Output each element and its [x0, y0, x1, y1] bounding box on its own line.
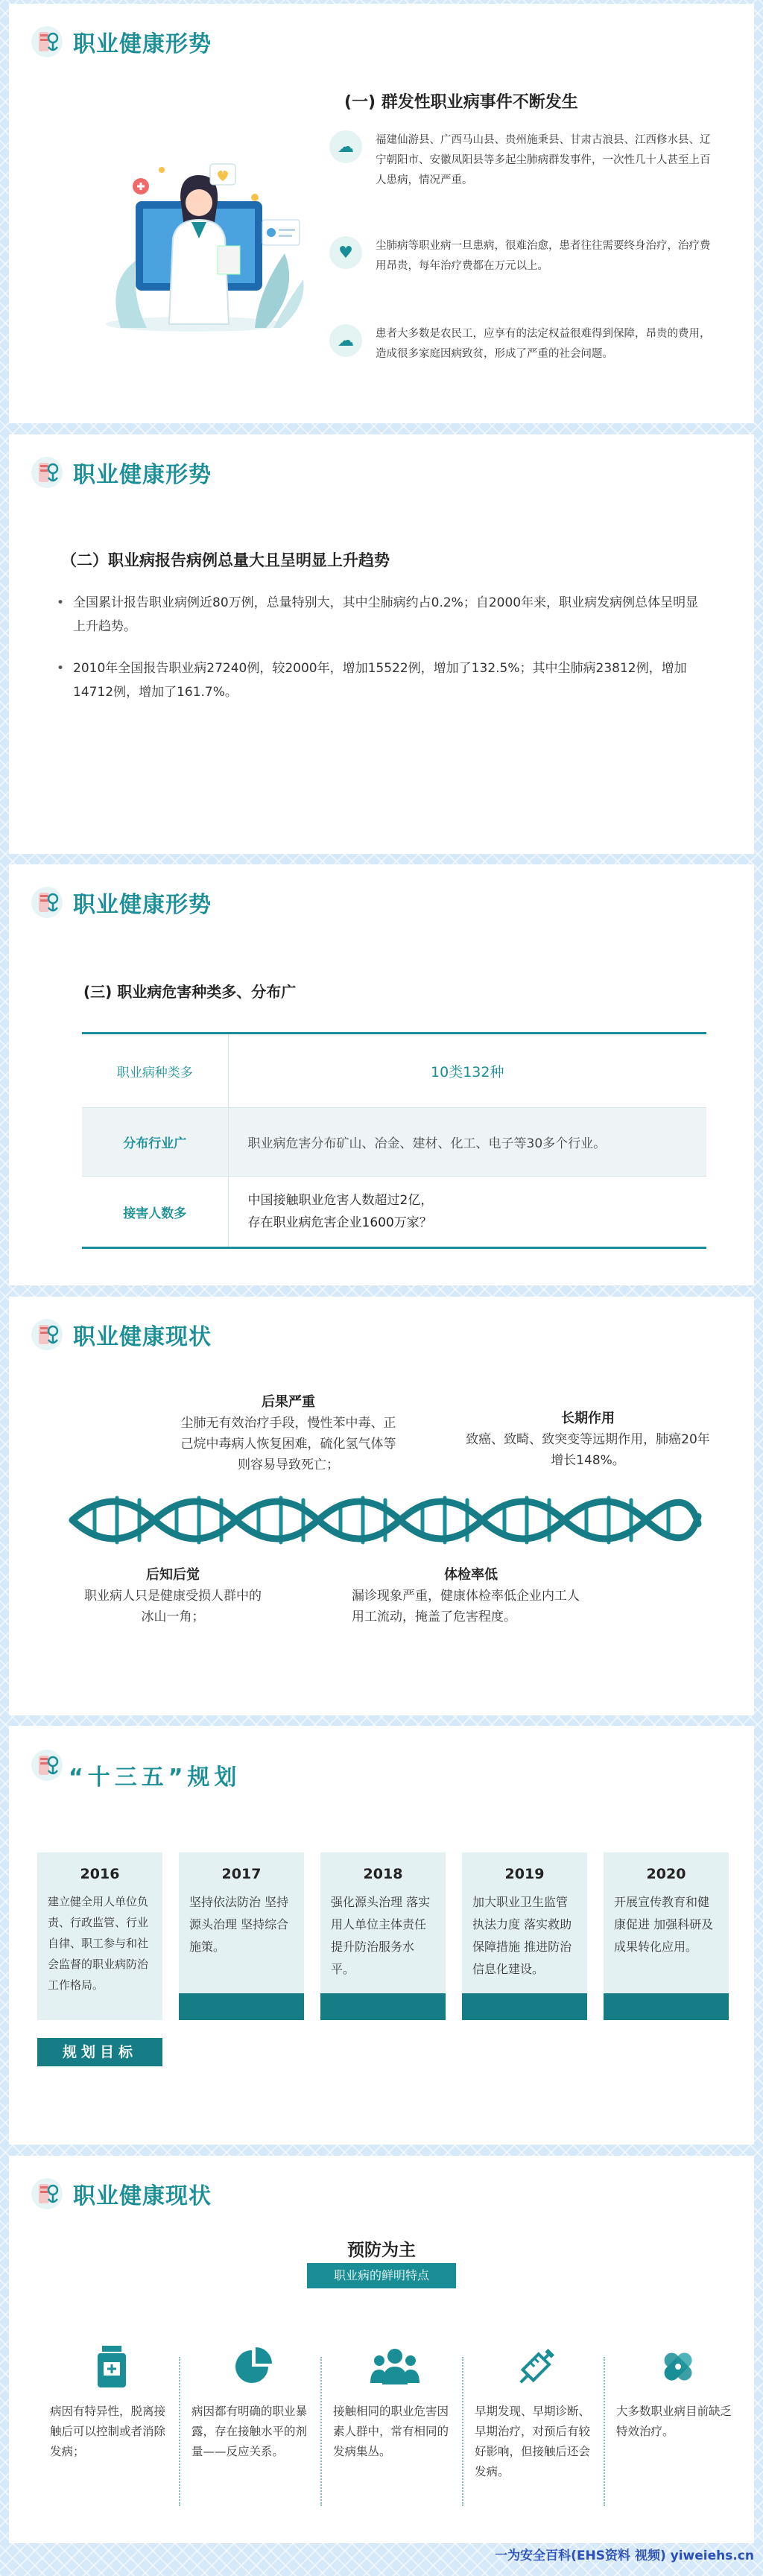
medical-logo-icon	[30, 25, 64, 59]
plan-card-2019: 2019 加大职业卫生监管执法力度 落实救助保障措施 推进防治信息化建设。	[462, 1852, 587, 2020]
list-item	[329, 130, 717, 191]
hazard-table	[82, 1032, 706, 1249]
slide-6	[9, 2156, 754, 2543]
medical-logo-icon	[30, 885, 64, 920]
plan-card-2020: 2020 开展宣传教育和健康促进 加强科研及成果转化应用。	[604, 1852, 729, 2020]
slide-title: 职业健康形势	[73, 462, 212, 488]
list-item	[329, 236, 717, 276]
divider	[604, 2357, 605, 2506]
section-subtitle: (一) 群发性职业病事件不断发生	[344, 93, 578, 112]
table-row	[82, 1108, 706, 1177]
table-row	[82, 1034, 706, 1108]
status-item: 长期作用 致癌、致畸、致突变等远期作用，肺癌20年增长148%。	[466, 1411, 710, 1468]
plan-card-2018: 2018 强化源头治理 落实用人单位主体责任 提升防治服务水平。	[320, 1852, 446, 2020]
row-label: 分布行业广	[82, 1108, 228, 1177]
medical-logo-icon	[30, 455, 64, 490]
card-footer	[462, 1993, 587, 2020]
plan-card-2017: 2017 坚持依法防治 坚持源头治理 坚持综合施策。	[179, 1852, 304, 2020]
card-footer	[604, 1993, 729, 2020]
source-watermark: 一为安全百科(EHS资料 视频) yiweiehs.cn	[495, 2548, 754, 2563]
list-item: • 2010年全国报告职业病27240例，较2000年，增加15522例，增加了132.5%；其中尘肺病23812例，增加14712例，增加了161.7%。	[54, 656, 709, 704]
feature-item: 病因都有明确的职业暴露，存在接触水平的剂量——反应关系。	[191, 2342, 314, 2462]
feature-item: 大多数职业病目前缺乏特效治疗。	[616, 2342, 739, 2442]
slide-header	[30, 25, 212, 59]
row-value: 10类132种	[228, 1034, 706, 1108]
slide-5	[9, 1726, 754, 2145]
slide-title: 职业健康现状	[73, 2183, 212, 2209]
capsule-icon	[616, 2342, 739, 2391]
status-item: 体检率低 漏诊现象严重，健康体检率低企业内工人用工流动，掩盖了危害程度。	[352, 1567, 580, 1624]
plan-goal-label: 规划目标	[37, 2038, 162, 2066]
card-footer	[179, 1993, 304, 2020]
card-footer	[320, 1993, 446, 2020]
slide-header	[30, 2177, 212, 2211]
medical-logo-icon	[30, 1748, 64, 1782]
lungs-icon: ☁	[329, 324, 362, 357]
status-item: 后果严重 尘肺无有效治疗手段，慢性苯中毒、正己烷中毒病人恢复困难，硫化氢气体等则容易导致死亡；	[180, 1394, 396, 1472]
list-item: • 全国累计报告职业病例近80万例，总量特别大，其中尘肺病约占0.2%；自2000年来，职业病发病例总体呈明显上升趋势。	[54, 591, 709, 639]
stethoscope-icon: ♥	[329, 236, 362, 269]
dna-helix-graphic	[65, 1487, 706, 1554]
pill-bottle-icon	[50, 2342, 173, 2391]
row-label: 职业病种类多	[82, 1034, 228, 1108]
divider	[179, 2357, 180, 2506]
syringe-icon	[475, 2342, 598, 2391]
item-text: 患者大多数是农民工，应享有的法定权益很难得到保障，昂贵的费用，造成很多家庭因病致贫，形成了严重的社会问题。	[376, 328, 711, 360]
item-text: 尘肺病等职业病一旦患病，很难治愈，患者往往需要终身治疗，治疗费用昂贵，每年治疗费都在万元以上。	[376, 240, 711, 272]
slide-header	[30, 455, 212, 490]
section-badge: 职业病的鲜明特点	[307, 2263, 456, 2288]
lungs-icon: ☁	[329, 130, 362, 163]
feature-item: 接触相同的职业危害因素人群中，常有相同的发病集丛。	[333, 2342, 456, 2462]
slide-header	[30, 1317, 212, 1352]
medical-logo-icon	[30, 1317, 64, 1352]
list-item	[329, 324, 717, 364]
slide-title: 职业健康现状	[73, 1324, 212, 1350]
slide-title: 职业健康形势	[73, 31, 212, 57]
slide-1	[9, 4, 754, 423]
row-value: 职业病危害分布矿山、冶金、建材、化工、电子等30多个行业。	[228, 1108, 706, 1177]
divider	[462, 2357, 463, 2506]
section-subtitle: （二）职业病报告病例总量大且呈明显上升趋势	[61, 551, 390, 569]
row-label: 接害人数多	[82, 1177, 228, 1248]
slide-title: “十三五”规划	[69, 1765, 241, 1791]
row-value: 中国接触职业危害人数超过2亿， 存在职业病危害企业1600万家？	[228, 1177, 706, 1248]
bullet-list	[54, 591, 709, 722]
slide-2	[9, 434, 754, 854]
section-title: 预防为主	[347, 2241, 416, 2260]
doctor-illustration	[106, 156, 307, 335]
slide-header	[30, 1748, 64, 1782]
feature-item: 病因有特异性，脱离接触后可以控制或者消除发病；	[50, 2342, 173, 2462]
slide-title: 职业健康形势	[73, 892, 212, 918]
slide-header	[30, 885, 212, 920]
medical-logo-icon	[30, 2177, 64, 2211]
table-row	[82, 1177, 706, 1248]
group-icon	[333, 2342, 456, 2391]
item-text: 福建仙游县、广西马山县、贵州施秉县、甘肃古浪县、江西修水县、辽宁朝阳市、安徽凤阳县等多起尘肺病群发事件，一次性几十人甚至上百人患病，情况严重。	[376, 134, 711, 186]
divider	[320, 2357, 322, 2506]
status-item: 后知后觉 职业病人只是健康受损人群中的冰山一角；	[84, 1567, 262, 1624]
slide-3	[9, 864, 754, 1285]
plan-card-2016: 2016 建立健全用人单位负责、行政监管、行业自律、职工参与和社会监督的职业病防治工作格局。	[37, 1852, 162, 2020]
section-subtitle: (三) 职业病危害种类多、分布广	[83, 983, 297, 1001]
pie-chart-icon	[191, 2342, 314, 2391]
feature-item: 早期发现、早期诊断、早期治疗，对预后有较好影响，但接触后还会发病。	[475, 2342, 598, 2482]
slide-4	[9, 1297, 754, 1715]
